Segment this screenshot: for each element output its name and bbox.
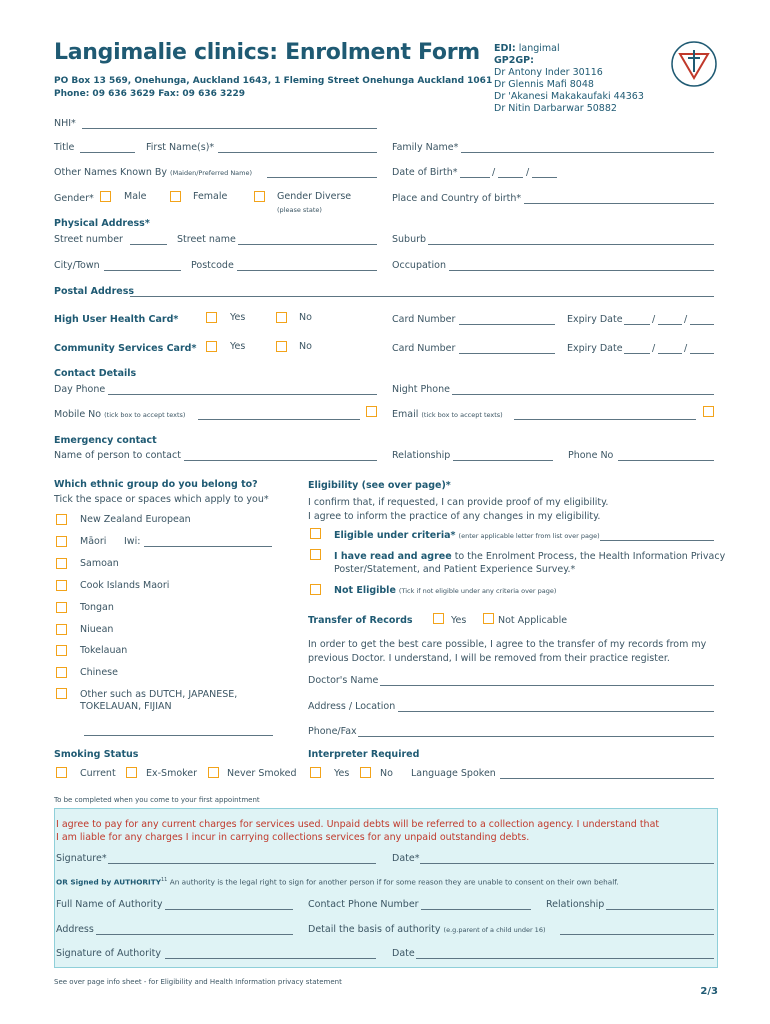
read-agree-rest: to the Enrolment Process, the Health Information Privacy — [454, 551, 726, 562]
emergency-name-label: Name of person to contact — [54, 450, 181, 461]
high-user-card-number-label: Card Number — [392, 314, 456, 325]
signature-field[interactable] — [108, 863, 376, 864]
declaration-text-2: I am liable for any charges I incur in carrying collections services for any unpaid outstanding debts. — [56, 832, 530, 843]
postal-address-field[interactable] — [130, 296, 714, 297]
transfer-heading: Transfer of Records — [308, 615, 413, 626]
clinic-address: PO Box 13 569, Onehunga, Auckland 1643, 1 Fleming Street Onehunga Auckland 1061 — [54, 76, 493, 86]
transfer-na-checkbox[interactable] — [483, 613, 494, 624]
dob-label: Date of Birth* — [392, 167, 458, 178]
clinic-phone: Phone: 09 636 3629 Fax: 09 636 3229 — [54, 89, 246, 99]
day-phone-field[interactable] — [108, 394, 377, 395]
ethnic-heading: Which ethnic group do you belong to? — [54, 479, 258, 490]
date-field[interactable] — [420, 863, 714, 864]
emergency-contact-heading: Emergency contact — [54, 435, 157, 446]
ethnic-tongan-label: Tongan — [80, 602, 114, 613]
ethnic-samoan-label: Samoan — [80, 558, 119, 569]
date-2-field[interactable] — [416, 958, 714, 959]
not-eligible-label — [334, 585, 556, 596]
ethnic-cook-islands-checkbox[interactable] — [56, 580, 67, 591]
dob-day-field[interactable] — [460, 177, 490, 178]
date-2-label: Date — [392, 948, 415, 959]
community-card-number-label: Card Number — [392, 343, 456, 354]
transfer-yes-label: Yes — [451, 615, 467, 626]
ethnic-tokelauan-label: Tokelauan — [80, 645, 128, 656]
ethnic-cook-islands-label: Cook Islands Maori — [80, 580, 170, 591]
title-label: Title — [54, 142, 75, 153]
ethnic-niuean-checkbox[interactable] — [56, 624, 67, 635]
signature-authority-label: Signature of Authority — [56, 948, 161, 959]
first-names-field[interactable] — [218, 152, 377, 153]
transfer-text-2: previous Doctor. I understand, I will be removed from their practice register. — [308, 653, 670, 664]
community-expiry-month-field[interactable] — [658, 353, 682, 354]
language-spoken-label: Language Spoken — [411, 768, 496, 779]
high-user-expiry-slash-1: / — [652, 314, 656, 325]
date-label: Date* — [392, 853, 420, 864]
high-user-expiry-slash-2: / — [684, 314, 688, 325]
street-number-field[interactable] — [130, 244, 167, 245]
other-names-text: Other Names Known By — [54, 167, 168, 178]
dob-year-field[interactable] — [532, 177, 557, 178]
gender-female-label: Female — [193, 191, 228, 202]
postal-address-label: Postal Address — [54, 286, 135, 297]
ethnic-tokelauan-checkbox[interactable] — [56, 645, 67, 656]
night-phone-label: Night Phone — [392, 384, 450, 395]
ethnic-nz-european-label: New Zealand European — [80, 514, 191, 525]
signature-label: Signature* — [56, 853, 107, 864]
smoking-never-checkbox[interactable] — [208, 767, 219, 778]
postcode-field[interactable] — [237, 270, 377, 271]
physical-address-heading: Physical Address* — [54, 218, 150, 229]
suburb-field[interactable] — [428, 244, 714, 245]
declaration-text-1: I agree to pay for any current charges for services used. Unpaid debts will be referred to a collection agency. I understand that — [56, 819, 660, 830]
community-expiry-slash-2: / — [684, 343, 688, 354]
gender-male-label: Male — [124, 191, 147, 202]
full-name-authority-field[interactable] — [165, 909, 293, 910]
high-user-yes-label: Yes — [230, 312, 246, 323]
iwi-label: Iwi: — [124, 536, 141, 547]
gender-diverse-checkbox[interactable] — [254, 191, 265, 202]
other-names-note: (Maiden/Preferred Name) — [170, 169, 253, 177]
ethnic-niuean-label: Niuean — [80, 624, 114, 635]
clinic-logo-icon — [670, 40, 718, 88]
community-no-label: No — [299, 341, 312, 352]
emergency-name-field[interactable] — [184, 460, 377, 461]
page-number: 2/3 — [700, 986, 718, 997]
city-town-field[interactable] — [104, 270, 181, 271]
eligible-checkbox[interactable] — [310, 528, 321, 539]
community-yes-label: Yes — [230, 341, 246, 352]
authority-address-label: Address — [56, 924, 94, 935]
community-expiry-day-field[interactable] — [624, 353, 650, 354]
footer-note: See over page info sheet - for Eligibility and Health Information privacy statement — [54, 978, 342, 986]
interpreter-yes-checkbox[interactable] — [310, 767, 321, 778]
community-card-label: Community Services Card* — [54, 343, 197, 354]
high-user-expiry-month-field[interactable] — [658, 324, 682, 325]
transfer-na-label: Not Applicable — [498, 615, 568, 626]
high-user-expiry-label: Expiry Date — [567, 314, 623, 325]
title-field[interactable] — [80, 152, 135, 153]
emergency-relationship-label: Relationship — [392, 450, 451, 461]
language-spoken-field[interactable] — [500, 778, 714, 779]
doctor-4: Dr Nitin Darbarwar 50882 — [494, 103, 617, 114]
interpreter-no-checkbox[interactable] — [360, 767, 371, 778]
ethnic-other-checkbox[interactable] — [56, 688, 67, 699]
day-phone-label: Day Phone — [54, 384, 106, 395]
eligible-text: Eligible under criteria* — [334, 530, 456, 541]
ethnic-tongan-checkbox[interactable] — [56, 602, 67, 613]
dob-slash-1: / — [492, 167, 496, 178]
phone-fax-field[interactable] — [358, 736, 714, 737]
eligible-label — [334, 530, 600, 541]
gender-male-checkbox[interactable] — [100, 191, 111, 202]
detail-basis-label — [308, 924, 545, 935]
mobile-label — [54, 409, 185, 420]
email-text: Email — [392, 409, 419, 420]
eligible-note: (enter applicable letter from list over page) — [458, 532, 600, 540]
eligibility-heading: Eligibility (see over page)* — [308, 480, 451, 491]
nhi-label: NHI* — [54, 118, 76, 129]
doctor-name-field[interactable] — [380, 685, 714, 686]
nhi-field[interactable] — [82, 128, 377, 129]
not-eligible-checkbox[interactable] — [310, 584, 321, 595]
dob-month-field[interactable] — [498, 177, 523, 178]
high-user-yes-checkbox[interactable] — [206, 312, 217, 323]
ethnic-other-label-2: TOKELAUAN, FIJIAN — [80, 701, 172, 712]
authority-relationship-label: Relationship — [546, 899, 605, 910]
authority-text: An authority is the legal right to sign for another person if for some reason they are unable to consent on their own behalf. — [169, 877, 619, 887]
doctor-1: Dr Antony Inder 30116 — [494, 67, 603, 78]
community-card-number-field[interactable] — [459, 353, 555, 354]
high-user-expiry-year-field[interactable] — [690, 324, 714, 325]
high-user-no-checkbox[interactable] — [276, 312, 287, 323]
interpreter-heading: Interpreter Required — [308, 749, 420, 760]
occupation-label: Occupation — [392, 260, 446, 271]
signature-authority-field[interactable] — [165, 958, 376, 959]
gender-diverse-label: Gender Diverse — [277, 191, 352, 202]
contact-phone-label: Contact Phone Number — [308, 899, 419, 910]
dob-slash-2: / — [526, 167, 530, 178]
family-name-field[interactable] — [461, 152, 714, 153]
phone-fax-label: Phone/Fax — [308, 726, 357, 737]
full-name-authority-label: Full Name of Authority — [56, 899, 163, 910]
authority-sup: 11 — [161, 877, 168, 883]
gender-label: Gender* — [54, 193, 94, 204]
postcode-label: Postcode — [191, 260, 234, 271]
doctor-name-label: Doctor's Name — [308, 675, 379, 686]
smoking-never-label: Never Smoked — [227, 768, 297, 779]
not-eligible-note: (Tick if not eligible under any criteria over page) — [398, 587, 557, 595]
not-eligible-text: Not Eligible — [334, 585, 396, 596]
ethnic-other-label-1: Other such as DUTCH, JAPANESE, — [80, 689, 238, 700]
high-user-no-label: No — [299, 312, 312, 323]
place-country-label: Place and Country of birth* — [392, 193, 522, 204]
place-country-field[interactable] — [524, 203, 714, 204]
high-user-expiry-day-field[interactable] — [624, 324, 650, 325]
interpreter-no-label: No — [380, 768, 393, 779]
city-town-label: City/Town — [54, 260, 100, 271]
community-yes-checkbox[interactable] — [206, 341, 217, 352]
smoking-current-checkbox[interactable] — [56, 767, 67, 778]
gender-female-checkbox[interactable] — [170, 191, 181, 202]
ethnic-chinese-label: Chinese — [80, 667, 118, 678]
read-agree-checkbox[interactable] — [310, 549, 321, 560]
community-expiry-year-field[interactable] — [690, 353, 714, 354]
high-user-card-number-field[interactable] — [459, 324, 555, 325]
ethnic-other-field[interactable] — [84, 735, 273, 736]
street-name-label: Street name — [177, 234, 236, 245]
contact-details-heading: Contact Details — [54, 368, 137, 379]
email-label — [392, 409, 503, 420]
authority-address-field[interactable] — [96, 934, 293, 935]
emergency-phone-label: Phone No — [568, 450, 614, 461]
first-appointment-note: To be completed when you come to your first appointment — [54, 796, 260, 804]
doctor-2: Dr Glennis Mafi 8048 — [494, 79, 594, 90]
edi-line — [494, 43, 560, 55]
night-phone-field[interactable] — [452, 394, 714, 395]
first-names-label: First Name(s)* — [146, 142, 215, 153]
community-expiry-label: Expiry Date — [567, 343, 623, 354]
suburb-label: Suburb — [392, 234, 427, 245]
edi-value: langimal — [518, 43, 560, 54]
eligibility-line-2: I agree to inform the practice of any changes in my eligibility. — [308, 511, 601, 522]
read-agree-line-2: Poster/Statement, and Patient Experience Survey.* — [334, 564, 576, 575]
read-agree-bold: I have read and agree — [334, 551, 452, 562]
mobile-field[interactable] — [198, 419, 360, 420]
gp2gp-label: GP2GP: — [494, 55, 534, 66]
transfer-yes-checkbox[interactable] — [433, 613, 444, 624]
occupation-field[interactable] — [449, 270, 714, 271]
smoking-ex-label: Ex-Smoker — [146, 768, 198, 779]
email-note: (tick box to accept texts) — [421, 411, 503, 419]
mobile-texts-checkbox[interactable] — [366, 406, 377, 417]
transfer-text-1: In order to get the best care possible, I agree to the transfer of my records from my — [308, 639, 707, 650]
community-no-checkbox[interactable] — [276, 341, 287, 352]
detail-basis-field[interactable] — [560, 934, 714, 935]
street-number-label: Street number — [54, 234, 123, 245]
ethnic-chinese-checkbox[interactable] — [56, 667, 67, 678]
authority-statement — [56, 877, 619, 886]
eligible-criteria-field[interactable] — [600, 540, 714, 541]
detail-basis-note: (e.g.parent of a child under 16) — [443, 926, 546, 934]
address-location-field[interactable] — [398, 711, 714, 712]
ethnic-nz-european-checkbox[interactable] — [56, 514, 67, 525]
smoking-current-label: Current — [80, 768, 116, 779]
eligibility-line-1: I confirm that, if requested, I can provide proof of my eligibility. — [308, 497, 609, 508]
please-state-note: (please state) — [277, 206, 322, 214]
ethnic-maori-label: Māori — [80, 536, 107, 547]
ethnic-sub: Tick the space or spaces which apply to you* — [54, 494, 269, 505]
ethnic-maori-checkbox[interactable] — [56, 536, 67, 547]
family-name-label: Family Name* — [392, 142, 459, 153]
emergency-phone-field[interactable] — [618, 460, 714, 461]
other-names-label — [54, 167, 252, 178]
other-names-field[interactable] — [267, 177, 377, 178]
doctor-3: Dr 'Akanesi Makakaufaki 44363 — [494, 91, 644, 102]
email-texts-checkbox[interactable] — [703, 406, 714, 417]
iwi-field[interactable] — [144, 546, 272, 547]
community-expiry-slash-1: / — [652, 343, 656, 354]
detail-basis-text: Detail the basis of authority — [308, 924, 441, 935]
authority-relationship-field[interactable] — [606, 909, 714, 910]
mobile-text: Mobile No — [54, 409, 102, 420]
contact-phone-field[interactable] — [421, 909, 531, 910]
interpreter-yes-label: Yes — [334, 768, 350, 779]
authority-bold: OR Signed by AUTHORITY — [56, 877, 161, 887]
edi-label: EDI: — [494, 43, 516, 54]
ethnic-samoan-checkbox[interactable] — [56, 558, 67, 569]
street-name-field[interactable] — [238, 244, 377, 245]
mobile-note: (tick box to accept texts) — [104, 411, 186, 419]
smoking-heading: Smoking Status — [54, 749, 139, 760]
form-title: Langimalie clinics: Enrolment Form — [54, 40, 480, 65]
emergency-relationship-field[interactable] — [453, 460, 553, 461]
smoking-ex-checkbox[interactable] — [126, 767, 137, 778]
read-agree-label — [334, 551, 725, 562]
email-field[interactable] — [514, 419, 696, 420]
address-location-label: Address / Location — [308, 701, 396, 712]
high-user-card-label: High User Health Card* — [54, 314, 179, 325]
